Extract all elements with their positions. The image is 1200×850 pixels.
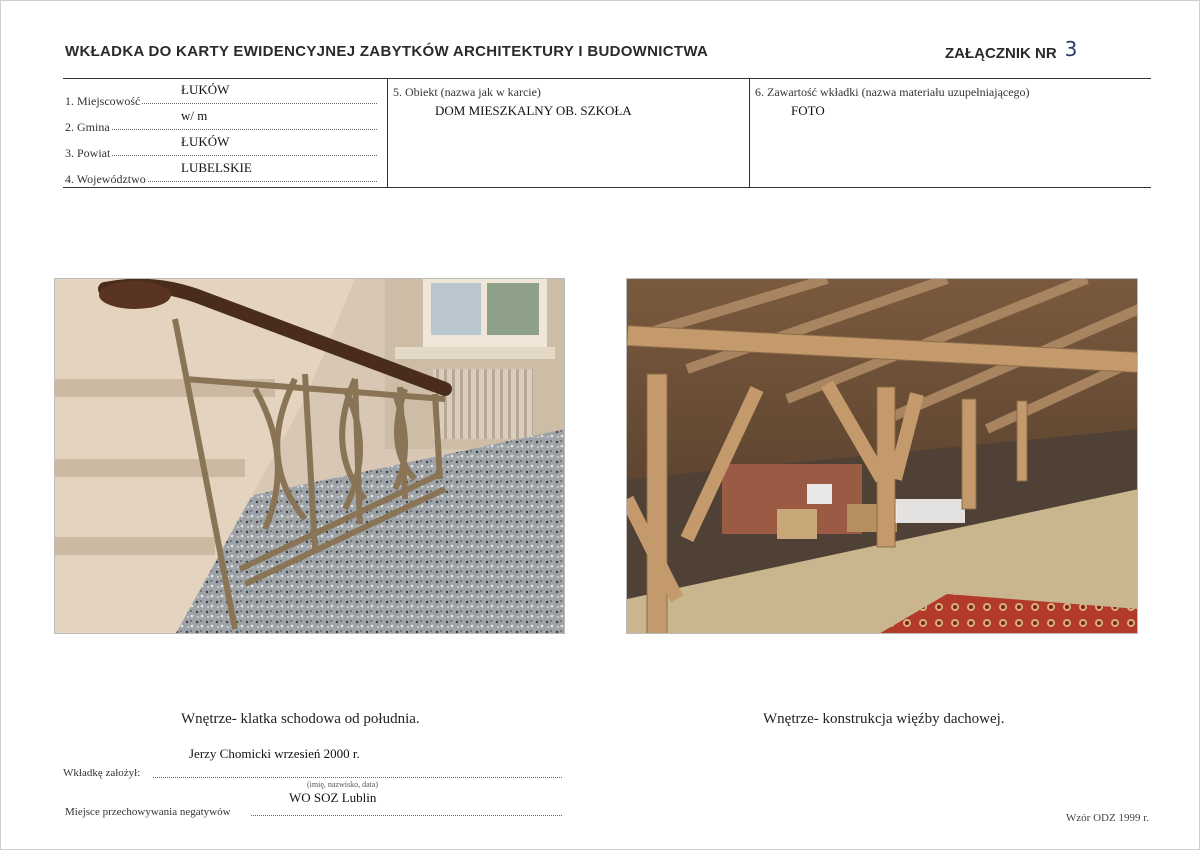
- field-label: 1. Miejscowość: [65, 94, 141, 108]
- form-reference: Wzór ODZ 1999 r.: [1065, 812, 1149, 824]
- photo-staircase: [54, 278, 565, 634]
- annex-label-group: [945, 39, 1077, 63]
- field-county: [63, 134, 377, 160]
- storage-value: WO SOZ Lublin: [289, 790, 377, 805]
- field-commune: [63, 108, 377, 134]
- field-value: w/ m: [181, 108, 208, 123]
- location-column: [63, 79, 388, 187]
- photo-caption-left: Wnętrze- klatka schodowa od południa.: [181, 711, 420, 727]
- creator-hint: (imię, nazwisko, data): [307, 780, 379, 789]
- storage-label: Miejsce przechowywania negatywów: [65, 806, 231, 818]
- info-table: [63, 78, 1151, 188]
- object-value: DOM MIESZKALNY OB. SZKOŁA: [435, 103, 632, 118]
- contents-value: FOTO: [791, 103, 825, 118]
- contents-label: 6. Zawartość wkładki (nazwa materiału uzupełniającego): [755, 85, 1030, 99]
- document-title: WKŁADKA DO KARTY EWIDENCYJNEJ ZABYTKÓW ARCHITEKTURY I BUDOWNICTWA: [65, 43, 709, 60]
- creator-value: Jerzy Chomicki wrzesień 2000 r.: [189, 746, 360, 761]
- field-value: ŁUKÓW: [181, 82, 230, 97]
- creator-label: Wkładkę założył:: [63, 767, 141, 779]
- creator-dotted-line: [153, 777, 562, 778]
- field-locality: [63, 82, 377, 108]
- storage-dotted-line: [251, 815, 562, 816]
- object-column: [387, 79, 750, 187]
- annex-label: ZAŁĄCZNIK NR: [945, 45, 1057, 62]
- field-label: 3. Powiat: [65, 146, 111, 160]
- object-label: 5. Obiekt (nazwa jak w karcie): [393, 85, 541, 99]
- contents-column: [749, 79, 1149, 187]
- field-value: ŁUKÓW: [181, 134, 230, 149]
- field-label: 4. Województwo: [65, 172, 146, 186]
- photo-roof-truss: [626, 278, 1138, 634]
- field-voivodeship: [63, 160, 377, 186]
- photo-caption-right: Wnętrze- konstrukcja więźby dachowej.: [763, 711, 1005, 727]
- annex-number: 3: [1064, 37, 1078, 61]
- field-label: 2. Gmina: [65, 120, 110, 134]
- field-value: LUBELSKIE: [181, 160, 252, 175]
